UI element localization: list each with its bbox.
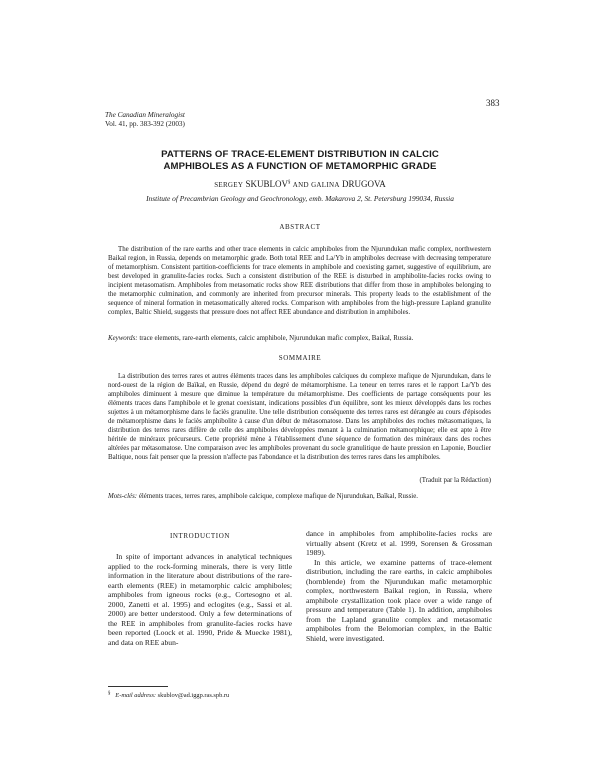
author-1-last: SKUBLOV xyxy=(245,179,288,189)
abstract-text: The distribution of the rare earths and other trace elements in calcic amphiboles from the Njurundukan mafic complex, northwestern Baikal region, in Russia, depends on metamorphic grade. Both total REE and La/Yb in amphiboles decrease with decreasing temperature of metamorphism. Consistent partition-coefficients for trace elements in amphibole and coexisting garnet, suggestive of equilibrium, are best developed in granulite-facies rocks. Such a consistent distribution of the REE is disturbed in amphibolite-facies rocks owing to incipient metasomatism. Amphiboles from metasomatic rocks show REE distributions that differ from those in amphiboles belonging to the metamorphic culmination, and commonly are inherited from precursor minerals. This property leads to the establishment of the sequence of mineral formation in metasomatically altered rocks. Comparison with amphiboles from the high-pressure Lapland granulite complex, Baltic Shield, suggests that pressure does not affect REE abundance and distribution in amphiboles. xyxy=(108,246,491,316)
title-line-2: AMPHIBOLES AS A FUNCTION OF METAMORPHIC GRADE xyxy=(163,161,437,172)
footnote xyxy=(108,691,229,699)
author-footnote-mark: § xyxy=(287,180,291,185)
keywords-label: Keywords: xyxy=(108,335,138,342)
footnote-email[interactable]: skublov@ad.iggp.ras.spb.ru xyxy=(157,692,230,700)
mots-cles-label: Mots-clés: xyxy=(108,493,138,500)
author-1-first: SERGEY xyxy=(214,181,244,189)
abstract-heading: ABSTRACT xyxy=(279,223,321,231)
paper-title xyxy=(100,149,500,173)
footnote-label: E-mail address: xyxy=(115,692,157,700)
introduction-left-column: In spite of important advances in analytical techniques applied to the rock-forming minerals, there is very little information in the literature about distributions of the rare-earth elements (REE) in metamorphic calcic amphiboles; amphiboles from igneous rocks (e.g., Cortesogno et al. 2000, Zanetti et al. 1995) and eclogites (e.g., Sassi et al. 2000) are better understood. Only a few determinations of the REE in amphiboles from granulite-facies rocks have been reported (Loock et al. 1990, Pride & Muecke 1981), and data on REE abun- xyxy=(108,552,292,647)
footnote-mark: § xyxy=(108,691,111,696)
introduction-right-column xyxy=(306,529,492,643)
translation-note: (Traduit par la Rédaction) xyxy=(419,477,491,484)
author-list xyxy=(100,179,500,189)
journal-name: The Canadian Mineralogist xyxy=(105,111,185,119)
journal-citation xyxy=(105,111,185,129)
title-line-1: PATTERNS OF TRACE-ELEMENT DISTRIBUTION IN CALCIC xyxy=(161,149,439,160)
journal-volume: Vol. 41, pp. 383-392 (2003) xyxy=(105,120,185,128)
footnote-divider xyxy=(108,686,168,687)
introduction-right-para-1: dance in amphiboles from amphibolite-facies rocks are virtually absent (Kretz et al. 1999, Sorensen & Grossman 1989). xyxy=(306,529,492,557)
affiliation: Institute of Precambrian Geology and Geochronology, emb. Makarova 2, St. Petersburg 199034, Russia xyxy=(146,194,454,203)
mots-cles xyxy=(108,493,491,500)
keywords-text: trace elements, rare-earth elements, calcic amphibole, Njurundukan mafic complex, Baikal, Russia. xyxy=(139,335,414,342)
sommaire-heading: SOMMAIRE xyxy=(278,354,322,362)
page-number: 383 xyxy=(486,98,500,108)
mots-cles-text: éléments traces, terres rares, amphibole calcique, complexe mafique de Njurundukan, Baïkal, Russie. xyxy=(138,493,418,500)
author-2-first: GALINA xyxy=(311,181,340,189)
introduction-heading: INTRODUCTION xyxy=(169,532,231,540)
author-2-last: DRUGOVA xyxy=(341,179,386,189)
keywords xyxy=(108,335,491,342)
author-conjunction: AND xyxy=(292,181,309,189)
sommaire-text: La distribution des terres rares et autres éléments traces dans les amphiboles calciques du complexe mafique de Njurundukan, dans le nord-ouest de la région de Baïkal, en Russie, dépend du degré de métamorphisme. La teneur en terres rares et le rapport La/Yb des amphiboles diminuent à mesure que diminue la température du métamorphisme. Des coefficients de partage conséquents pour les éléments traces dans l'amphibole et le grenat coexistant, indications possibles d'un équilibre, sont les mieux développés dans les roches sujettes à un métamorphisme dans le faciès granulite. Une telle distribution conséquente des terres rares est dérangée au cours d'épisodes de métamorphisme dans le faciès amphibolite à cause d'un début de métasomatose. Dans les amphiboles des roches métasomatiques, la distribution des terres rares diffère de celle des amphiboles développées menant à la culmination métamorphique; elle est apte à être héritée de minéraux précurseurs. Cette propriété mène à l'établissement d'une séquence de formation des minéraux dans des roches altérées par métasomatose. Une comparaison avec les amphiboles provenant du socle granulitique de haute pression en Laponie, Bouclier Baltique, nous fait penser que la pression n'affecte pas l'abondance et la distribution des terres rares dans les amphiboles. xyxy=(108,373,491,461)
introduction-right-para-2: In this article, we examine patterns of trace-element distribution, including the rare earths, in calcic amphiboles (hornblende) from the Njurundukan mafic metamorphic complex, northwestern Baikal region, in Russia, where amphibole crystallization took place over a wide range of pressure and temperature (Table 1). In addition, amphiboles from the Lapland granulite complex and metasomatic amphiboles from the Belomorian complex, in the Baltic Shield, were investigated. xyxy=(306,557,492,643)
